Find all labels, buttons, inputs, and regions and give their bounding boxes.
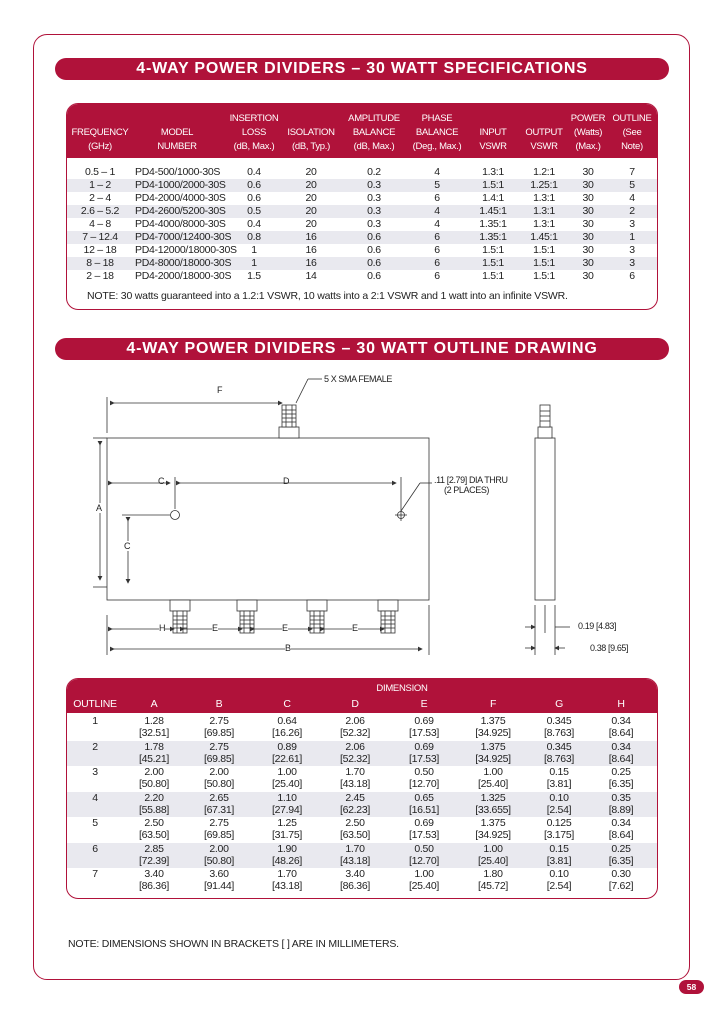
spec-cell: 4 [434, 218, 440, 230]
dimension-mm-value: [32.51] [138, 727, 169, 739]
dimension-mm-value: [69.85] [203, 829, 234, 841]
dimension-inch-value: 2.20 [144, 791, 164, 804]
spec-cell: 2.6 – 5.2 [80, 205, 120, 217]
spec-cell: 0.6 [247, 192, 261, 204]
spec-cell: 3 [629, 218, 635, 230]
spec-table-header [67, 104, 657, 158]
spec-note: NOTE: 30 watts guaranteed into a 1.2:1 VSWR, 10 watts into a 2:1 VSWR and 1 watt into an infinite VSWR. [87, 290, 568, 302]
spec-header-cell: (See [622, 127, 642, 138]
dimension-mm-value: [50.80] [203, 778, 234, 790]
spec-cell: 7 [629, 166, 635, 178]
dimension-inch-value: 0.125 [546, 817, 572, 829]
spec-cell: 30 [582, 231, 594, 243]
spec-cell: 0.3 [367, 205, 381, 217]
dimension-inch-value: 0.64 [277, 715, 297, 727]
dimension-inch-value: 0.69 [414, 715, 434, 727]
dimension-inch-value: 0.10 [549, 791, 569, 804]
spec-cell: 5 [629, 179, 635, 191]
spec-cell: 14 [305, 270, 317, 282]
dimension-mm-value: [67.31] [203, 803, 234, 816]
dimension-inch-value: 2.50 [345, 817, 365, 829]
spec-header-cell: (GHz) [88, 141, 112, 152]
spec-cell: 1 [251, 257, 257, 269]
spec-table-row [67, 270, 657, 283]
dimension-header-cell: A [150, 698, 158, 710]
spec-cell: PD4-8000/18000-30S [135, 257, 232, 269]
dimension-mm-value: [86.36] [138, 880, 169, 892]
dimension-inch-value: 2.45 [345, 791, 365, 804]
spec-cell: 0.4 [247, 218, 261, 230]
spec-cell: PD4-7000/12400-30S [135, 231, 232, 243]
spec-cell: 6 [434, 192, 440, 204]
dimension-header-cell: D [351, 698, 359, 710]
dimension-mm-value: [12.70] [408, 854, 439, 867]
dimension-mm-value: [34.925] [475, 752, 511, 765]
spec-header-cell: FREQUENCY [71, 127, 129, 138]
dimension-inch-value: 3.40 [144, 868, 164, 880]
spec-title-banner: 4-WAY POWER DIVIDERS – 30 WATT SPECIFICATIONS [55, 58, 669, 80]
outline-number: 5 [92, 817, 98, 829]
dimension-inch-value: 1.375 [480, 817, 506, 829]
dimension-mm-value: [17.53] [408, 829, 439, 841]
dimension-group-title: DIMENSION [376, 683, 428, 694]
spec-cell: 0.6 [367, 257, 381, 269]
dimension-mm-value: [12.70] [408, 778, 439, 790]
input-connector [279, 405, 299, 438]
dimension-mm-value: [7.62] [608, 880, 634, 892]
spec-header-cell: (Deg., Max.) [412, 141, 462, 152]
outline-number: 2 [92, 740, 98, 753]
dimension-inch-value: 0.10 [549, 868, 569, 880]
spec-cell: 12 – 18 [83, 244, 117, 256]
spec-cell: 30 [582, 257, 594, 269]
hole-label-places: (2 PLACES) [444, 485, 490, 495]
spec-cell: 1.5:1 [533, 244, 555, 256]
spec-cell: 0.6 [367, 231, 381, 243]
outline-number: 4 [92, 791, 98, 804]
spec-cell: 30 [582, 179, 594, 191]
spec-cell: 6 [434, 257, 440, 269]
dimension-mm-value: [43.18] [339, 778, 370, 790]
spec-cell: PD4-2600/5200-30S [135, 205, 226, 217]
spec-header-cell: (Max.) [575, 141, 601, 152]
spec-table-row [67, 179, 657, 192]
dimension-mm-value: [17.53] [408, 752, 439, 765]
outline-number: 1 [92, 715, 98, 727]
dimension-mm-value: [25.40] [408, 880, 439, 892]
spec-cell: 8 – 18 [86, 257, 114, 269]
dimension-mm-value: [52.32] [339, 727, 370, 739]
spec-cell: 1.45:1 [479, 205, 507, 217]
spec-cell: 1.3:1 [533, 218, 555, 230]
spec-header-cell: MODEL [160, 127, 194, 138]
dimension-mm-value: [8.763] [543, 752, 574, 765]
spec-cell: 0.8 [247, 231, 261, 243]
dimension-mm-value: [6.35] [608, 854, 634, 867]
dimension-inch-value: 2.06 [345, 715, 365, 727]
dimension-table-row [67, 843, 657, 868]
spec-cell: 30 [582, 244, 594, 256]
spec-table [66, 103, 658, 310]
dimension-mm-value: [72.39] [138, 854, 169, 867]
spec-cell: 0.3 [367, 218, 381, 230]
spec-cell: 4 – 8 [89, 218, 111, 230]
dimension-inch-value: 0.15 [549, 766, 569, 778]
spec-cell: 1.2:1 [533, 166, 555, 178]
spec-cell: 20 [305, 205, 317, 217]
spec-cell: 30 [582, 192, 594, 204]
spec-cell: 1.5:1 [533, 270, 555, 282]
dim-label-f: F [217, 385, 223, 395]
dimension-inch-value: 2.06 [345, 740, 365, 753]
side-dim-label-1: 0.19 [4.83] [578, 621, 617, 631]
spec-table-row [67, 205, 657, 218]
spec-cell: 30 [582, 218, 594, 230]
spec-cell: 1.5:1 [482, 257, 504, 269]
dimension-inch-value: 1.25 [277, 817, 297, 829]
spec-cell: 4 [434, 166, 440, 178]
dimension-inch-value: 1.90 [277, 842, 297, 855]
spec-cell: 30 [582, 205, 594, 217]
spec-cell: 0.3 [367, 192, 381, 204]
dimension-mm-value: [31.75] [271, 829, 302, 841]
hole-label: .11 [2.79] DIA THRU [434, 475, 508, 485]
dimension-header-cell: B [215, 698, 223, 710]
output-connector-4 [378, 600, 398, 633]
spec-cell: 0.5 – 1 [84, 166, 115, 178]
spec-cell: 1.25:1 [530, 179, 558, 191]
dimension-mm-value: [63.50] [138, 829, 169, 841]
spec-cell: 20 [305, 166, 317, 178]
dimension-inch-value: 1.00 [483, 842, 503, 855]
dimension-table [66, 678, 658, 899]
spec-header-cell: LOSS [241, 127, 267, 138]
dim-label-h: H [159, 623, 166, 633]
dimension-mm-value: [27.94] [271, 803, 302, 816]
dimension-mm-value: [16.26] [271, 727, 302, 739]
dimension-inch-value: 2.00 [209, 842, 229, 855]
spec-cell: PD4-1000/2000-30S [135, 179, 226, 191]
dimension-inch-value: 1.10 [277, 791, 297, 804]
spec-cell: 0.3 [367, 179, 381, 191]
dimension-mm-value: [69.85] [203, 752, 234, 765]
spec-header-cell: NUMBER [157, 141, 197, 152]
spec-cell: 1 [629, 231, 635, 243]
spec-cell: 6 [434, 244, 440, 256]
dimension-mm-value: [25.40] [477, 854, 508, 867]
spec-cell: 1.3:1 [533, 205, 555, 217]
dimension-inch-value: 1.70 [277, 868, 297, 880]
dimension-mm-value: [8.89] [608, 803, 634, 816]
divider-body [107, 438, 429, 600]
output-connector-1 [170, 600, 190, 633]
spec-cell: 2 – 4 [89, 192, 111, 204]
dimension-header-cell: F [489, 698, 497, 710]
dimension-mm-value: [25.40] [477, 778, 508, 790]
dimension-inch-value: 1.375 [480, 715, 506, 727]
dimension-mm-value: [3.81] [546, 854, 572, 867]
dimension-inch-value: 0.15 [549, 842, 569, 855]
spec-cell: 1.3:1 [533, 192, 555, 204]
side-dim-label-2: 0.38 [9.65] [590, 643, 629, 653]
dimension-mm-value: [45.21] [138, 752, 169, 765]
spec-header-cell: OUTLINE [612, 113, 652, 124]
dimension-mm-value: [69.85] [203, 727, 234, 739]
spec-header-cell: Note) [621, 141, 643, 152]
dimension-inch-value: 0.69 [414, 817, 434, 829]
dimension-inch-value: 2.75 [209, 715, 229, 727]
dimension-mm-value: [16.51] [408, 803, 439, 816]
dimension-inch-value: 0.25 [611, 766, 631, 778]
dimension-inch-value: 0.345 [546, 715, 572, 727]
dimension-mm-value: [43.18] [271, 880, 302, 892]
dimension-mm-value: [48.26] [271, 854, 302, 867]
spec-header-cell: OUTPUT [525, 127, 563, 138]
output-connector-2 [237, 600, 257, 633]
spec-cell: 1.5:1 [482, 270, 504, 282]
spec-cell: 30 [582, 166, 594, 178]
spec-cell: 0.6 [367, 244, 381, 256]
dimension-mm-value: [25.40] [271, 778, 302, 790]
spec-header-cell: (Watts) [573, 127, 603, 138]
dimension-mm-value: [3.175] [543, 829, 574, 841]
spec-header-cell: AMPLITUDE [348, 113, 400, 124]
dimension-mm-value: [8.64] [608, 752, 634, 765]
dimension-inch-value: 2.75 [209, 740, 229, 753]
dimension-header-cell: E [420, 698, 428, 710]
spec-cell: 0.6 [247, 179, 261, 191]
spec-cell: 0.6 [367, 270, 381, 282]
spec-cell: 1 [251, 244, 257, 256]
dimension-mm-value: [22.61] [271, 752, 302, 765]
spec-cell: 1.35:1 [479, 218, 507, 230]
dimension-mm-value: [8.64] [608, 727, 634, 739]
spec-cell: PD4-2000/4000-30S [135, 192, 226, 204]
spec-header-cell: PHASE [421, 113, 453, 124]
dimension-table-row [67, 868, 657, 893]
spec-header-cell: BALANCE [352, 127, 396, 138]
dim-label-c-top: C [158, 476, 165, 486]
dimension-inch-value: 2.65 [209, 791, 229, 804]
dimension-table-row [67, 766, 657, 791]
spec-cell: 1.5:1 [482, 179, 504, 191]
mounting-hole-left [171, 511, 180, 520]
dimension-mm-value: [86.36] [339, 880, 370, 892]
dim-label-e1: E [212, 623, 218, 633]
spec-cell: 1.45:1 [530, 231, 558, 243]
spec-table-row [67, 192, 657, 205]
dimension-inch-value: 1.00 [483, 766, 503, 778]
dimension-inch-value: 1.78 [144, 740, 164, 753]
dimension-inch-value: 3.60 [209, 868, 229, 880]
spec-cell: 1.4:1 [482, 192, 504, 204]
dim-label-d: D [283, 476, 290, 486]
spec-cell: 20 [305, 179, 317, 191]
dimension-mm-value: [3.81] [546, 778, 572, 790]
outline-drawing [60, 365, 660, 665]
spec-header-cell: (dB, Max.) [353, 141, 395, 152]
spec-table-row [67, 231, 657, 244]
dimension-inch-value: 0.69 [414, 740, 434, 753]
dimension-header-cell: G [555, 698, 563, 710]
spec-header-cell: INPUT [479, 127, 507, 138]
spec-cell: 20 [305, 192, 317, 204]
dimension-mm-value: [62.23] [339, 803, 370, 816]
spec-cell: 4 [434, 205, 440, 217]
spec-header-cell: (dB, Typ.) [291, 141, 330, 152]
dimension-mm-value: [33.655] [475, 803, 511, 816]
dimension-table-row [67, 792, 657, 817]
dimension-table-row [67, 817, 657, 842]
dimension-mm-value: [50.80] [203, 854, 234, 867]
output-connector-3 [307, 600, 327, 633]
outline-number: 3 [92, 766, 98, 778]
dimension-inch-value: 0.34 [611, 740, 631, 753]
spec-header-cell: POWER [570, 113, 606, 124]
spec-table-row [67, 218, 657, 231]
spec-cell: 1.35:1 [479, 231, 507, 243]
spec-cell: 16 [305, 257, 317, 269]
dimension-inch-value: 3.40 [345, 868, 365, 880]
dimension-mm-value: [8.64] [608, 829, 634, 841]
spec-cell: 6 [434, 270, 440, 282]
dimension-inch-value: 2.50 [144, 817, 164, 829]
spec-cell: 16 [305, 231, 317, 243]
dimension-inch-value: 1.00 [414, 868, 434, 880]
spec-cell: 1.3:1 [482, 166, 504, 178]
spec-cell: 1.5 [247, 270, 261, 282]
spec-header-cell: VSWR [530, 141, 558, 152]
spec-cell: 1.5:1 [533, 257, 555, 269]
outline-number: 7 [92, 868, 98, 880]
dimension-inch-value: 1.28 [144, 715, 164, 727]
spec-cell: 1.5:1 [482, 244, 504, 256]
dimension-inch-value: 2.00 [209, 766, 229, 778]
dimension-table-header [67, 679, 657, 713]
spec-header-cell: ISOLATION [287, 127, 335, 138]
spec-cell: 2 [629, 205, 635, 217]
dimension-inch-value: 0.89 [277, 740, 297, 753]
dimension-header-cell: C [283, 698, 291, 710]
spec-cell: 4 [629, 192, 635, 204]
side-view-body [535, 438, 555, 600]
dimension-mm-value: [43.18] [339, 854, 370, 867]
dimension-inch-value: 0.25 [611, 842, 631, 855]
spec-cell: 0.5 [247, 205, 261, 217]
connector-label: 5 X SMA FEMALE [324, 374, 392, 384]
dimension-mm-value: [6.35] [608, 778, 634, 790]
dimension-mm-value: [8.763] [543, 727, 574, 739]
spec-header-cell: (dB, Max.) [233, 141, 275, 152]
spec-cell: 1 – 2 [89, 179, 111, 191]
dimension-header-cell: H [617, 698, 625, 710]
outline-number: 6 [92, 842, 98, 855]
spec-cell: 2 – 18 [86, 270, 114, 282]
spec-cell: 3 [629, 244, 635, 256]
dimension-inch-value: 1.80 [483, 868, 503, 880]
dimension-mm-value: [17.53] [408, 727, 439, 739]
spec-cell: PD4-4000/8000-30S [135, 218, 226, 230]
dim-label-e2: E [282, 623, 288, 633]
dimension-inch-value: 0.34 [611, 715, 631, 727]
page-number: 58 [679, 980, 704, 994]
dim-label-c-side: C [124, 541, 131, 551]
dimension-inch-value: 2.85 [144, 842, 164, 855]
dimension-inch-value: 0.50 [414, 766, 434, 778]
dimension-inch-value: 1.375 [480, 740, 506, 753]
dimension-inch-value: 1.70 [345, 842, 365, 855]
dimension-table-row [67, 715, 657, 740]
spec-cell: 3 [629, 257, 635, 269]
spec-cell: 30 [582, 270, 594, 282]
dimension-inch-value: 0.35 [611, 791, 631, 804]
spec-cell: 7 – 12.4 [82, 231, 118, 243]
dimension-mm-value: [2.54] [546, 803, 572, 816]
spec-cell: 0.2 [367, 166, 381, 178]
spec-cell: 20 [305, 218, 317, 230]
spec-cell: 5 [434, 179, 440, 191]
dimension-mm-value: [34.925] [475, 829, 511, 841]
dimension-inch-value: 0.345 [546, 740, 572, 753]
spec-header-cell: BALANCE [415, 127, 459, 138]
spec-table-row [67, 166, 657, 179]
outline-drawing-svg [60, 365, 660, 665]
dimension-mm-value: [34.925] [475, 727, 511, 739]
dim-label-e3: E [352, 623, 358, 633]
outline-title-banner: 4-WAY POWER DIVIDERS – 30 WATT OUTLINE DRAWING [55, 338, 669, 360]
dimension-mm-value: [91.44] [203, 880, 234, 892]
dimension-inch-value: 2.00 [144, 766, 164, 778]
dimension-header-cell: OUTLINE [73, 698, 117, 710]
side-view-connector [538, 405, 552, 438]
spec-table-row [67, 257, 657, 270]
dim-label-b: B [285, 643, 291, 653]
spec-cell: PD4-12000/18000-30S [135, 244, 237, 256]
dimension-inch-value: 0.50 [414, 842, 434, 855]
dimension-mm-value: [45.72] [477, 880, 508, 892]
dimension-note: NOTE: DIMENSIONS SHOWN IN BRACKETS [ ] ARE IN MILLIMETERS. [68, 938, 399, 950]
dimension-table-row [67, 741, 657, 766]
spec-header-cell: VSWR [479, 141, 507, 152]
dimension-mm-value: [52.32] [339, 752, 370, 765]
spec-cell: PD4-500/1000-30S [135, 166, 221, 178]
dimension-mm-value: [2.54] [546, 880, 572, 892]
dimension-mm-value: [63.50] [339, 829, 370, 841]
spec-cell: PD4-2000/18000-30S [135, 270, 232, 282]
dimension-inch-value: 0.65 [414, 791, 434, 804]
dimension-inch-value: 1.325 [480, 791, 506, 804]
dimension-inch-value: 1.70 [345, 766, 365, 778]
spec-cell: 6 [434, 231, 440, 243]
spec-header-cell: INSERTION [229, 113, 279, 124]
dimension-inch-value: 0.34 [611, 817, 631, 829]
dimension-mm-value: [50.80] [138, 778, 169, 790]
dimension-inch-value: 2.75 [209, 817, 229, 829]
spec-cell: 0.4 [247, 166, 261, 178]
dimension-inch-value: 1.00 [277, 766, 297, 778]
spec-cell: 16 [305, 244, 317, 256]
dimension-inch-value: 0.30 [611, 868, 631, 880]
dim-label-a: A [96, 503, 102, 513]
spec-table-row [67, 244, 657, 257]
dimension-mm-value: [55.88] [138, 803, 169, 816]
spec-cell: 6 [629, 270, 635, 282]
